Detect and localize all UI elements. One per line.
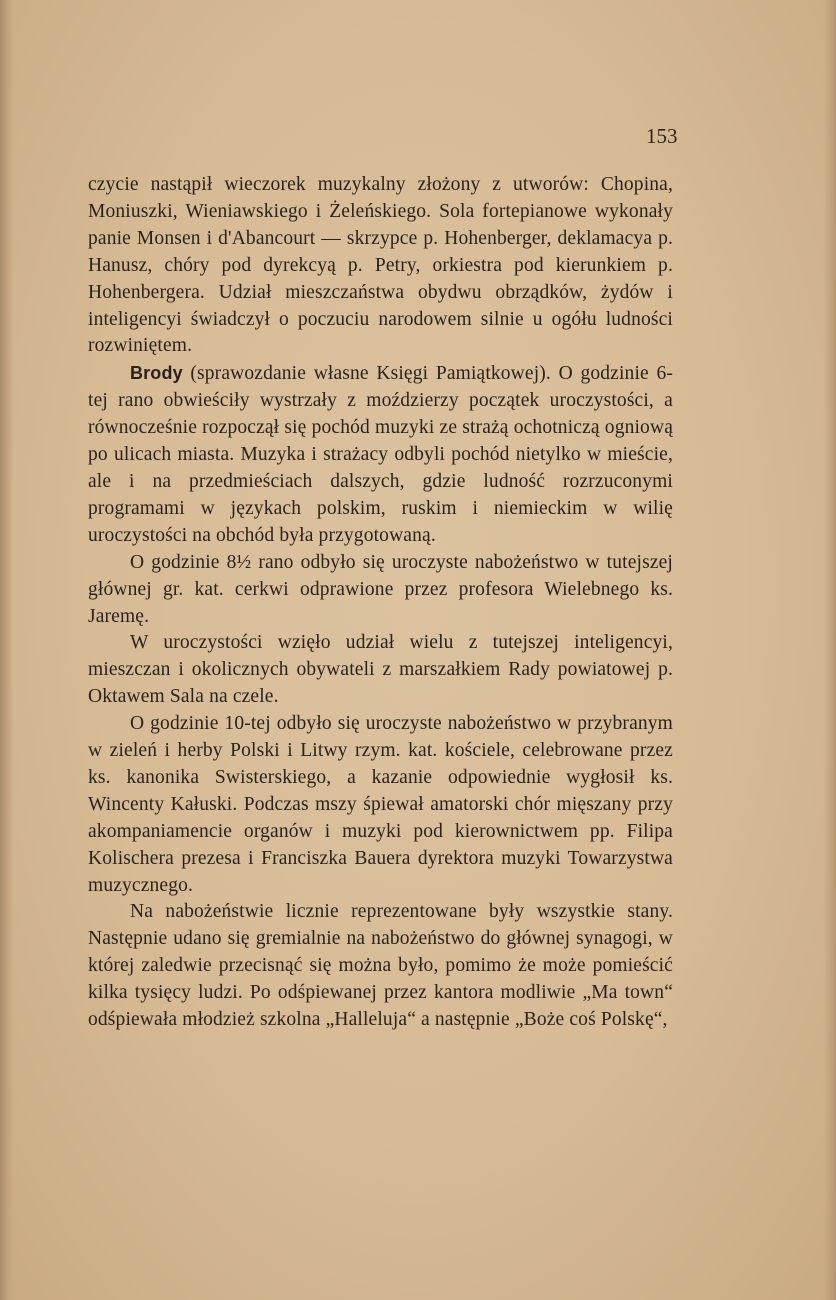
paragraph-text: czycie nastąpił wieczorek muzykalny złożony z utworów: Chopina, Moniuszki, Wieniawskiego i Żeleńskiego. Sola fortepianowe wykonały panie Monsen i d'Abancourt — skrzypce p. Hohenberger, deklamacya p. Hanusz, chóry pod dyrekcyą p. Petry, orkiestra pod kierunkiem p. Hohenbergera. Udział mieszczaństwa obydwu obrządków, żydów i inteligencyi świadczył o poczuciu narodowem silnie u ogółu ludności rozwiniętem. <box>88 174 673 357</box>
paragraph-continuation <box>88 172 673 360</box>
paragraph-text: W uroczystości wzięło udział wielu z tutejszej inteligencyi, mieszczan i okolicznych obywateli z marszałkiem Rady powiatowej p. Oktawem Sala na czele. <box>88 632 673 708</box>
town-heading-brody: Brody <box>130 363 183 384</box>
paragraph-text: O godzinie 8½ rano odbyło się uroczyste nabożeństwo w tutejszej głównej gr. kat. cerkwi odprawione przez profesora Wielebnego ks. Jaremę. <box>88 551 673 627</box>
page-left-edge-shadow <box>0 0 14 1300</box>
paragraph-synagogue <box>88 899 673 1034</box>
paragraph-greek-catholic-service <box>88 550 673 631</box>
paragraph-roman-catholic-service <box>88 711 673 899</box>
paragraph-text: O godzinie 10-tej odbyło się uroczyste nabożeństwo w przybranym w zieleń i herby Polski i Litwy rzym. kat. kościele, celebrowane przez ks. kanonika Swisterskiego, a kazanie odpowiednie wygłosił ks. Wincenty Kałuski. Podczas mszy śpiewał amatorski chór mięszany przy akompaniamencie organów i muzyki pod kierownictwem pp. Filipa Kolischera prezesa i Franciszka Bauera dyrektora muzyki Towarzystwa muzycznego. <box>88 713 673 896</box>
paragraph-text: (sprawozdanie własne Księgi Pamiątkowej). O godzinie 6-tej rano obwieściły wystrzały z moździerzy początek uroczystości, a równocześnie rozpoczął się pochód muzyki ze strażą ochotniczą ogniową po ulicach miasta. Muzyka i strażacy odbyli pochód nietylko w mieście, ale i na przedmieściach dalszych, gdzie ludność rozrzuconymi programami w językach polskim, ruskim i niemieckim w wilię uroczystości na obchód była przygotowaną. <box>88 363 673 546</box>
body-text <box>88 172 673 1034</box>
paragraph-text: Na nabożeństwie licznie reprezentowane były wszystkie stany. Następnie udano się gremialnie na nabożeństwo do głównej synagogi, w której zaledwie przecisnąć się można było, pomimo że może pomieścić kilka tysięcy ludzi. Po odśpiewanej przez kantora modliwie „Ma town“ odśpiewała młodzież szkolna „Halleluja“ a następnie „Boże coś Polskę“, <box>88 901 673 1031</box>
page-right-edge-shadow <box>824 0 836 1300</box>
paragraph-attendance <box>88 630 673 711</box>
paragraph-brody-report <box>88 360 673 549</box>
page-number: 153 <box>646 124 678 148</box>
